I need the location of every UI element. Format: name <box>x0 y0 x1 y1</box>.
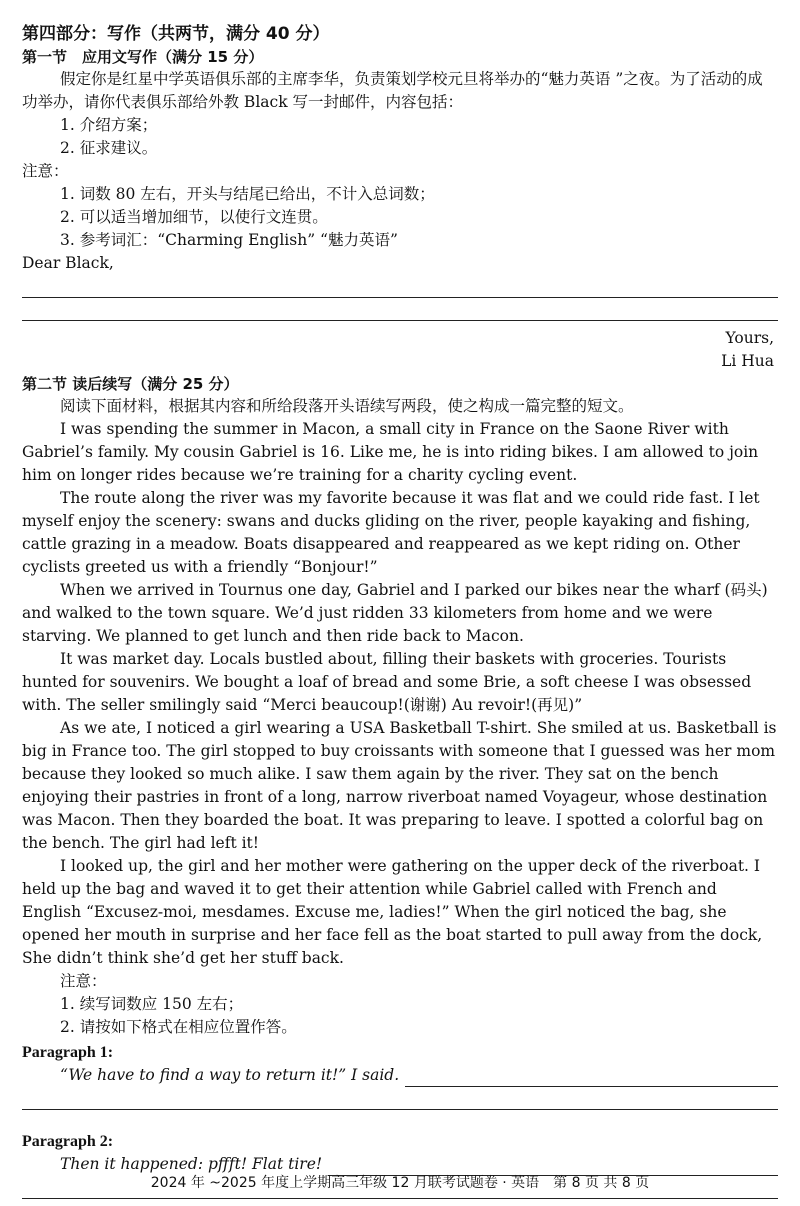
section1-title: 第一节 应用文写作（满分 15 分） <box>22 48 264 66</box>
paragraph1-label: Paragraph 1: <box>22 1044 114 1061</box>
section2-notes-label: 注意： <box>60 972 107 990</box>
section1-prompt: 假定你是红星中学英语俱乐部的主席李华，负责策划学校元旦将举办的“魅力英语 ”之夜。为了活动的成功举办，请你代表俱乐部给外教 Black 写一封邮件，内容包括： <box>22 70 763 111</box>
story-paragraph: I looked up, the girl and her mother were gathering on the upper deck of the riverboat. I held up the bag and waved it to get their attention while Gabriel called with French and English “Excusez-moi, mesdames. Excuse me, ladies!” When the girl noticed the bag, she opened her mouth in surprise and her face fell as the boat started to pull away from the dock, She didn’t think she’d get her stuff back. <box>22 857 763 967</box>
story-paragraph: The route along the river was my favorite because it was flat and we could ride fast. I let myself enjoy the scenery: swans and ducks gliding on the river, people kayaking and fishing, cattle grazing in a meadow. Boats disappeared and reappeared as we kept riding on. Other cyclists greeted us with a friendly “Bonjour!” <box>22 489 760 576</box>
answer-line[interactable] <box>405 1068 778 1087</box>
section2-title: 第二节 读后续写（满分 25 分） <box>22 375 239 393</box>
paragraph2-label: Paragraph 2: <box>22 1133 114 1150</box>
answer-line[interactable] <box>22 1087 778 1110</box>
section1-note: 3. 参考词汇：“Charming English” “魅力英语” <box>60 231 398 249</box>
section2-note: 2. 请按如下格式在相应位置作答。 <box>60 1018 297 1036</box>
paragraph1-starter: “We have to find a way to return it!” I said. <box>60 1066 400 1084</box>
section2-prompt: 阅读下面材料，根据其内容和所给段落开头语续写两段，使之构成一篇完整的短文。 <box>60 397 634 415</box>
section1-item: 2. 征求建议。 <box>60 139 158 157</box>
paragraph2-starter: Then it happened: pffft! Flat tire! <box>60 1155 323 1173</box>
section2-note: 1. 续写词数应 150 左右； <box>60 995 244 1013</box>
story-paragraph: When we arrived in Tournus one day, Gabriel and I parked our bikes near the wharf (码头) and walked to the town square. We’d just ridden 33 kilometers from home and we were starving. We planned to get lunch and then ride back to Macon. <box>22 581 768 645</box>
section1-notes-label: 注意： <box>22 162 69 180</box>
part-title: 第四部分：写作（共两节，满分 40 分） <box>22 24 330 44</box>
exam-page <box>22 22 778 1199</box>
paragraph1-starter-row <box>22 1064 778 1087</box>
letter-signature: Li Hua <box>721 352 774 370</box>
letter-greeting: Dear Black, <box>22 254 114 272</box>
story-paragraph: I was spending the summer in Macon, a small city in France on the Saone River with Gabriel’s family. My cousin Gabriel is 16. Like me, he is into riding bikes. I am allowed to join him on longer rides because we’re training for a charity cycling event. <box>22 420 759 484</box>
section1-note: 2. 可以适当增加细节，以使行文连贯。 <box>60 208 328 226</box>
page-footer: 2024 年 ~2025 年度上学期高三年级 12 月联考试题卷 · 英语 第 8 页 共 8 页 <box>150 1175 650 1191</box>
story-paragraph: It was market day. Locals bustled about, filling their baskets with groceries. Tourists hunted for souvenirs. We bought a loaf of bread and some Brie, a soft cheese I was obsessed with. The seller smilingly said “Merci beaucoup!(谢谢) Au revoir!(再见)” <box>22 650 752 714</box>
section1-note: 1. 词数 80 左右，开头与结尾已给出，不计入总词数； <box>60 185 435 203</box>
letter-closing: Yours, <box>725 329 774 347</box>
answer-line[interactable] <box>22 298 778 321</box>
story-paragraph: As we ate, I noticed a girl wearing a USA Basketball T-shirt. She smiled at us. Basketball is big in France too. The girl stopped to buy croissants with someone that I guessed was her mom because they looked so much alike. I saw them again by the river. They sat on the bench enjoying their pastries in front of a long, narrow riverboat named Voyageur, whose destination was Macon. Then they boarded the boat. It was preparing to leave. I spotted a colorful bag on the bench. The girl had left it! <box>22 719 777 852</box>
answer-line[interactable] <box>22 275 778 298</box>
section1-item: 1. 介绍方案； <box>60 116 158 134</box>
